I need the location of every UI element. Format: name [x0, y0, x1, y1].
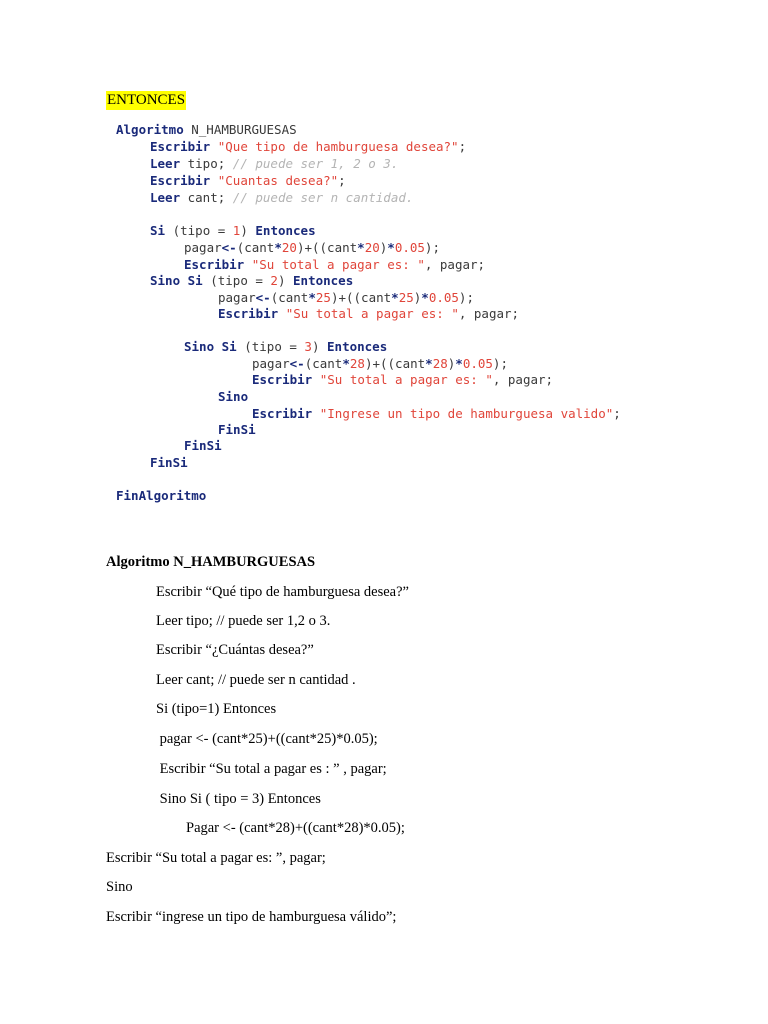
code-line-leer-tipo: Leer tipo; // puede ser 1, 2 o 3.: [150, 156, 399, 171]
doc-line-8: Sino Si ( tipo = 3) Entonces: [156, 791, 321, 807]
code-line-escribir-invalido: Escribir "Ingrese un tipo de hamburguesa valido";: [252, 406, 621, 421]
doc-line-10: Escribir “Su total a pagar es: ”, pagar;: [106, 850, 326, 866]
code-line-pagar-25: pagar<-(cant*25)+((cant*25)*0.05);: [218, 290, 474, 305]
code-line-escribir-cuantas: Escribir "Cuantas desea?";: [150, 173, 346, 188]
code-line-finsi-middle: FinSi: [184, 438, 222, 453]
doc-line-9: Pagar <- (cant*28)+((cant*28)*0.05);: [186, 820, 405, 836]
code-line-pagar-20: pagar<-(cant*20)+((cant*20)*0.05);: [184, 240, 440, 255]
code-line-escribir-total-3: Escribir "Su total a pagar es: ", pagar;: [252, 372, 554, 387]
doc-line-7: Escribir “Su total a pagar es : ” , pagar;: [156, 761, 387, 777]
doc-line-5: Si (tipo=1) Entonces: [156, 701, 277, 717]
code-line-sino: Sino: [218, 389, 249, 404]
doc-line-2: Leer tipo; // puede ser 1,2 o 3.: [156, 613, 331, 629]
doc-line-12: Escribir “ingrese un tipo de hamburguesa válido”;: [106, 909, 397, 925]
code-line-leer-cant: Leer cant; // puede ser n cantidad.: [150, 190, 414, 205]
code-line-sino-si-tipo-3: Sino Si (tipo = 3) Entonces: [184, 339, 388, 354]
code-line-escribir-total-2: Escribir "Su total a pagar es: ", pagar;: [218, 306, 520, 321]
code-line-pagar-28: pagar<-(cant*28)+((cant*28)*0.05);: [252, 356, 508, 371]
code-line-sino-si-tipo-2: Sino Si (tipo = 2) Entonces: [150, 273, 354, 288]
code-line-si-tipo-1: Si (tipo = 1) Entonces: [150, 223, 316, 238]
code-line-finsi-inner: FinSi: [218, 422, 256, 437]
doc-line-4: Leer cant; // puede ser n cantidad .: [156, 672, 356, 688]
doc-line-11: Sino: [106, 879, 133, 895]
doc-algorithm-title: Algoritmo N_HAMBURGUESAS: [106, 554, 316, 570]
code-line-title: Algoritmo N_HAMBURGUESAS: [116, 122, 297, 137]
doc-line-3: Escribir “¿Cuántas desea?”: [156, 642, 314, 658]
code-line-finalgoritmo: FinAlgoritmo: [116, 488, 207, 503]
code-line-escribir-tipo: Escribir "Que tipo de hamburguesa desea?";: [150, 139, 467, 154]
code-line-finsi-outer: FinSi: [150, 455, 188, 470]
section-heading-highlight: ENTONCES: [107, 92, 186, 108]
code-line-escribir-total-1: Escribir "Su total a pagar es: ", pagar;: [184, 257, 486, 272]
doc-line-1: Escribir “Qué tipo de hamburguesa desea?”: [156, 584, 409, 600]
doc-line-6: pagar <- (cant*25)+((cant*25)*0.05);: [156, 731, 378, 747]
